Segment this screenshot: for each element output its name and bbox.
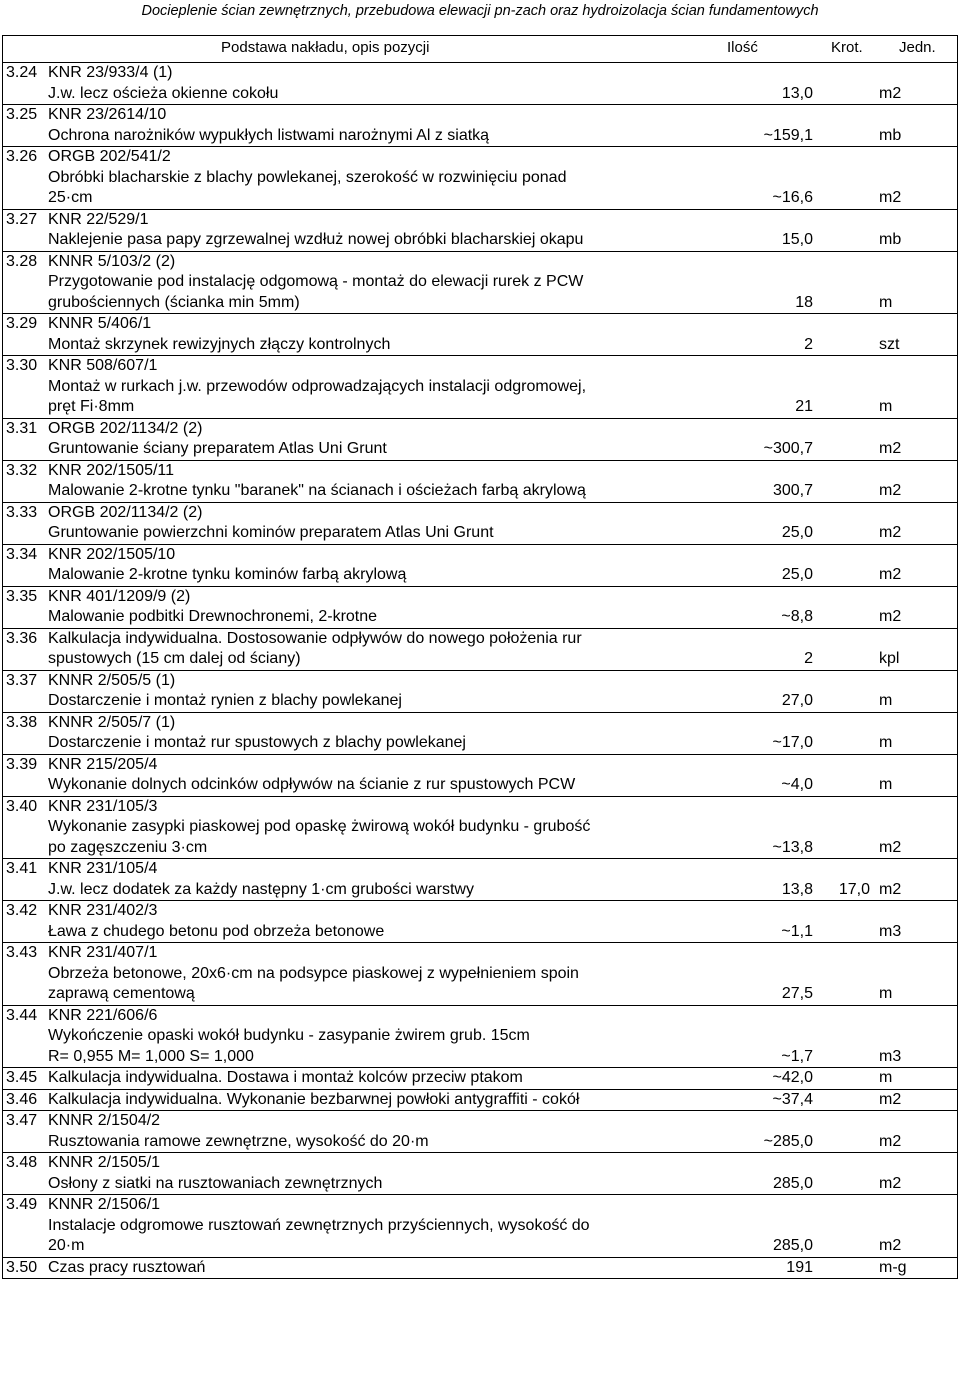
table-row xyxy=(3,629,957,671)
item-quantity: 18 xyxy=(795,293,813,311)
item-quantity: ~159,1 xyxy=(763,126,813,144)
item-norm-code: KNR 22/529/1 xyxy=(48,210,149,228)
item-quantity: 285,0 xyxy=(772,1174,813,1192)
item-quantity: 13,0 xyxy=(781,84,813,102)
table-row xyxy=(3,797,957,860)
item-unit: m2 xyxy=(879,189,902,206)
item-description: Instalacje odgromowe rusztowań zewnętrznych przyściennych, wysokość do xyxy=(48,1216,590,1234)
table-row xyxy=(3,943,957,1006)
item-quantity: 191 xyxy=(786,1258,813,1276)
item-unit: m2 xyxy=(879,880,902,898)
item-norm-code: KNNR 2/1506/1 xyxy=(48,1196,161,1213)
table-row xyxy=(3,210,957,252)
table-row xyxy=(3,1111,957,1153)
table-row xyxy=(3,1068,957,1090)
item-unit: m2 xyxy=(879,1090,902,1108)
item-description: po zagęszczeniu 3·cm xyxy=(48,838,208,856)
item-unit: szt xyxy=(879,335,900,353)
item-unit: m xyxy=(879,692,893,709)
estimate-table xyxy=(2,35,958,1279)
item-description: R= 0,955 M= 1,000 S= 1,000 xyxy=(48,1047,254,1065)
item-unit: m2 xyxy=(879,440,902,457)
item-quantity: ~300,7 xyxy=(763,440,813,457)
item-unit: m2 xyxy=(879,838,902,856)
table-row xyxy=(3,314,957,356)
table-row xyxy=(3,1090,957,1112)
item-description: zaprawą cementową xyxy=(48,985,195,1002)
item-quantity: 27,0 xyxy=(781,692,813,709)
item-unit: m xyxy=(879,1069,893,1086)
table-row xyxy=(3,1258,957,1280)
item-number: 3.37 xyxy=(6,671,38,689)
item-description: Malowanie 2-krotne tynku "baranek" na ścianach i ościeżach farbą akrylową xyxy=(48,482,586,499)
item-description: Gruntowanie ściany preparatem Atlas Uni Grunt xyxy=(48,440,387,457)
item-quantity: 300,7 xyxy=(772,482,813,499)
item-description: 20·m xyxy=(48,1237,85,1254)
item-unit: m xyxy=(879,776,893,793)
item-quantity: 2 xyxy=(804,650,813,667)
item-number: 3.29 xyxy=(6,315,38,332)
item-quantity: 2 xyxy=(804,335,813,353)
item-norm-code: ORGB 202/541/2 xyxy=(48,148,171,165)
item-description: spustowych (15 cm dalej od ściany) xyxy=(48,650,301,667)
table-body xyxy=(3,63,957,1279)
item-description: grubościennych (ścianka min 5mm) xyxy=(48,293,300,311)
table-row xyxy=(3,859,957,901)
item-number: 3.25 xyxy=(6,106,38,123)
item-quantity: ~13,8 xyxy=(772,838,813,856)
page-header-title: Docieplenie ścian zewnętrznych, przebudowa elewacji pn-zach oraz hydroizolacja ścian fundamentowych xyxy=(141,3,819,19)
table-row xyxy=(3,105,957,147)
table-row xyxy=(3,356,957,419)
item-description: Malowanie 2-krotne tynku kominów farbą akrylową xyxy=(48,566,407,583)
item-quantity: ~42,0 xyxy=(772,1069,813,1086)
item-unit: kpl xyxy=(879,650,900,667)
item-unit: m xyxy=(879,985,893,1002)
item-number: 3.46 xyxy=(6,1090,38,1108)
item-number: 3.41 xyxy=(6,860,38,877)
item-norm-code: KNR 23/2614/10 xyxy=(48,106,167,123)
item-number: 3.47 xyxy=(6,1112,38,1129)
item-description: Osłony z siatki na rusztowaniach zewnętrznych xyxy=(48,1174,383,1192)
item-quantity: ~8,8 xyxy=(781,608,813,625)
item-number: 3.44 xyxy=(6,1006,38,1024)
table-row xyxy=(3,755,957,797)
item-unit: m-g xyxy=(879,1258,907,1276)
item-unit: m2 xyxy=(879,1132,902,1150)
item-description: 25·cm xyxy=(48,189,93,206)
item-number: 3.32 xyxy=(6,461,38,479)
item-norm-code: KNR 23/933/4 (1) xyxy=(48,64,173,81)
column-header-qty: Ilość xyxy=(727,39,758,56)
item-unit: mb xyxy=(879,126,902,144)
item-norm-code: ORGB 202/1134/2 (2) xyxy=(48,419,203,437)
item-number: 3.24 xyxy=(6,64,38,81)
item-norm-code: KNR 202/1505/10 xyxy=(48,545,176,563)
item-norm-code: KNR 215/205/4 xyxy=(48,755,158,773)
item-norm-code: KNNR 5/103/2 (2) xyxy=(48,252,176,270)
item-norm-code: KNNR 2/1505/1 xyxy=(48,1154,161,1171)
item-unit: m2 xyxy=(879,482,902,499)
item-number: 3.43 xyxy=(6,944,38,961)
item-number: 3.42 xyxy=(6,902,38,919)
item-norm-code: KNNR 5/406/1 xyxy=(48,315,152,332)
item-norm-code: KNR 401/1209/9 (2) xyxy=(48,587,191,605)
table-row xyxy=(3,147,957,210)
table-row xyxy=(3,252,957,315)
item-description: Ława z chudego betonu pod obrzeża betonowe xyxy=(48,922,385,940)
item-quantity: ~1,7 xyxy=(781,1047,813,1065)
item-description: J.w. lecz ościeża okienne cokołu xyxy=(48,84,279,102)
item-number: 3.40 xyxy=(6,797,38,815)
item-unit: m xyxy=(879,293,893,311)
item-norm-code: KNNR 2/1504/2 xyxy=(48,1112,161,1129)
item-unit: m3 xyxy=(879,1047,902,1065)
item-number: 3.38 xyxy=(6,713,38,731)
item-description: pręt Fi·8mm xyxy=(48,398,135,415)
table-row xyxy=(3,901,957,943)
item-number: 3.31 xyxy=(6,419,38,437)
item-norm-code: KNNR 2/505/5 (1) xyxy=(48,671,176,689)
item-unit: m2 xyxy=(879,1237,902,1254)
item-number: 3.34 xyxy=(6,545,38,563)
item-number: 3.27 xyxy=(6,210,38,228)
item-description: Rusztowania ramowe zewnętrzne, wysokość do 20·m xyxy=(48,1132,429,1150)
item-number: 3.39 xyxy=(6,755,38,773)
table-row xyxy=(3,461,957,503)
item-unit: m xyxy=(879,734,893,751)
item-unit: m2 xyxy=(879,566,902,583)
item-description: Wykonanie zasypki piaskowej pod opaskę żwirową wokół budynku - grubość xyxy=(48,818,591,835)
item-unit: m2 xyxy=(879,84,902,102)
item-description: Obróbki blacharskie z blachy powlekanej, szerokość w rozwinięciu ponad xyxy=(48,168,567,186)
item-unit: m2 xyxy=(879,1174,902,1192)
item-description: Wykończenie opaski wokół budynku - zasypanie żwirem grub. 15cm xyxy=(48,1027,530,1044)
item-number: 3.35 xyxy=(6,587,38,605)
item-number: 3.28 xyxy=(6,252,38,270)
item-quantity: 25,0 xyxy=(781,566,813,583)
table-row xyxy=(3,63,957,105)
item-quantity: 27,5 xyxy=(781,985,813,1002)
item-description: Montaż skrzynek rewizyjnych złączy kontrolnych xyxy=(48,335,391,353)
item-quantity: 21 xyxy=(795,398,813,415)
item-number: 3.49 xyxy=(6,1196,38,1213)
item-norm-code: KNR 231/105/4 xyxy=(48,860,158,877)
column-header-desc: Podstawa nakładu, opis pozycji xyxy=(221,39,430,56)
table-header xyxy=(3,36,957,63)
item-description: Naklejenie pasa papy zgrzewalnej wzdłuż nowej obróbki blacharskiej okapu xyxy=(48,231,584,248)
item-quantity: ~17,0 xyxy=(772,734,813,751)
table-row xyxy=(3,503,957,545)
item-number: 3.36 xyxy=(6,629,38,647)
item-norm-code: KNR 221/606/6 xyxy=(48,1006,158,1024)
item-norm-code: KNR 231/105/3 xyxy=(48,797,158,815)
item-description: Dostarczenie i montaż rur spustowych z blachy powlekanej xyxy=(48,734,466,751)
item-description: Obrzeża betonowe, 20x6·cm na podsypce piaskowej z wypełnieniem spoin xyxy=(48,964,579,982)
item-description: J.w. lecz dodatek za każdy następny 1·cm grubości warstwy xyxy=(48,880,474,898)
table-row xyxy=(3,1195,957,1258)
item-multiplier: 17,0 xyxy=(838,880,870,898)
item-norm-code: KNR 231/402/3 xyxy=(48,902,158,919)
item-norm-code: ORGB 202/1134/2 (2) xyxy=(48,503,203,521)
item-description: Malowanie podbitki Drewnochronemi, 2-krotne xyxy=(48,608,378,625)
table-row xyxy=(3,1006,957,1069)
item-number: 3.50 xyxy=(6,1258,38,1276)
item-quantity: 285,0 xyxy=(772,1237,813,1254)
item-description: Czas pracy rusztowań xyxy=(48,1258,206,1276)
item-description: Kalkulacja indywidualna. Dostosowanie odpływów do nowego położenia rur xyxy=(48,629,582,647)
item-quantity: ~4,0 xyxy=(781,776,813,793)
item-number: 3.26 xyxy=(6,148,38,165)
item-norm-code: KNR 202/1505/11 xyxy=(48,461,175,479)
item-quantity: ~285,0 xyxy=(763,1132,813,1150)
item-description: Dostarczenie i montaż rynien z blachy powlekanej xyxy=(48,692,402,709)
item-quantity: ~37,4 xyxy=(772,1090,813,1108)
item-unit: m xyxy=(879,398,893,415)
item-norm-code: KNR 508/607/1 xyxy=(48,357,158,374)
table-row xyxy=(3,1153,957,1195)
table-row xyxy=(3,419,957,461)
table-row xyxy=(3,671,957,713)
table-row xyxy=(3,545,957,587)
item-description: Ochrona narożników wypukłych listwami narożnymi Al z siatką xyxy=(48,126,490,144)
item-quantity: 13,8 xyxy=(781,880,813,898)
item-quantity: ~1,1 xyxy=(781,922,813,940)
item-norm-code: KNNR 2/505/7 (1) xyxy=(48,713,176,731)
column-header-krot: Krot. xyxy=(831,39,863,56)
item-number: 3.30 xyxy=(6,357,38,374)
item-unit: m3 xyxy=(879,922,902,940)
item-description: Kalkulacja indywidualna. Wykonanie bezbarwnej powłoki antygraffiti - cokół xyxy=(48,1090,580,1108)
item-unit: mb xyxy=(879,231,902,248)
item-quantity: 25,0 xyxy=(781,524,813,541)
column-header-unit: Jedn. xyxy=(899,39,936,56)
table-row xyxy=(3,713,957,755)
item-number: 3.45 xyxy=(6,1069,38,1086)
item-unit: m2 xyxy=(879,524,902,541)
item-unit: m2 xyxy=(879,608,902,625)
item-quantity: ~16,6 xyxy=(772,189,813,206)
table-row xyxy=(3,587,957,629)
item-description: Gruntowanie powierzchni kominów preparatem Atlas Uni Grunt xyxy=(48,524,494,541)
item-number: 3.48 xyxy=(6,1154,38,1171)
item-norm-code: KNR 231/407/1 xyxy=(48,944,158,961)
item-number: 3.33 xyxy=(6,503,38,521)
item-quantity: 15,0 xyxy=(781,231,813,248)
item-description: Montaż w rurkach j.w. przewodów odprowadzających instalacji odgromowej, xyxy=(48,377,587,395)
item-description: Wykonanie dolnych odcinków odpływów na ścianie z rur spustowych PCW xyxy=(48,776,576,793)
item-description: Kalkulacja indywidualna. Dostawa i montaż kolców przeciw ptakom xyxy=(48,1069,523,1086)
item-description: Przygotowanie pod instalację odgomową - montaż do elewacji rurek z PCW xyxy=(48,273,584,290)
